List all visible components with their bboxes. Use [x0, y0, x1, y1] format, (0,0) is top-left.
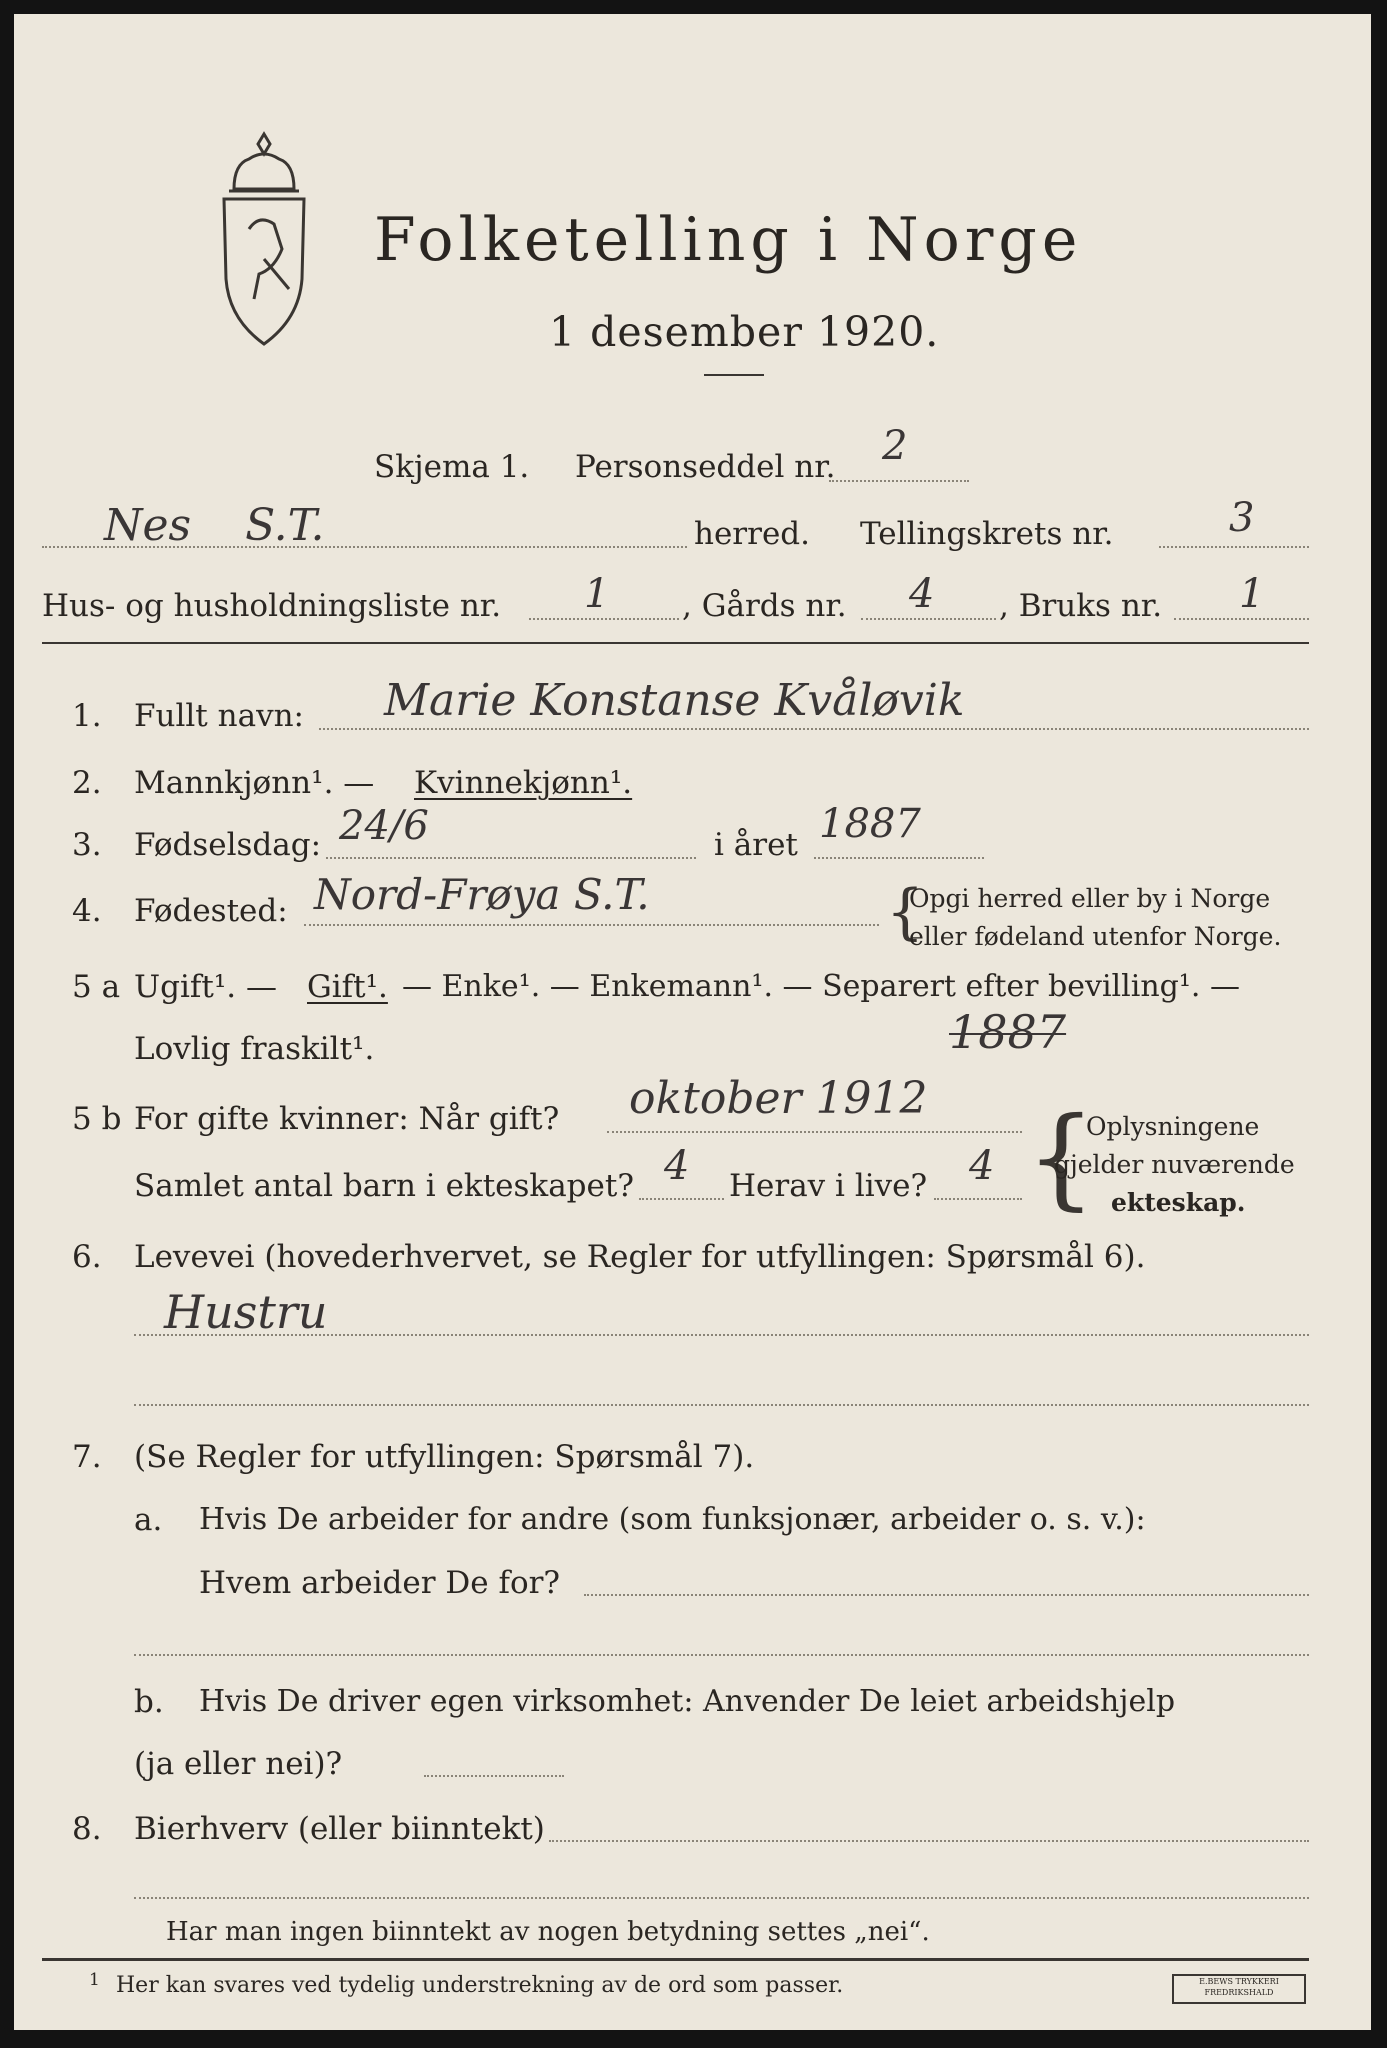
q4-value[interactable]: Nord-Frøya S.T.	[314, 870, 650, 919]
personseddel-value[interactable]: 2	[882, 423, 908, 469]
gards-value[interactable]: 4	[909, 571, 935, 617]
q7b-text: Hvis De driver egen virksomhet: Anvender De leiet arbeidshjelp	[199, 1684, 1176, 1719]
q5b-children-field-line	[639, 1198, 724, 1200]
bruks-field-line	[1174, 618, 1309, 620]
printer-stamp-line2: FREDRIKSHALD	[1204, 1988, 1274, 1997]
q7a-field-line-2	[134, 1654, 1309, 1656]
hus-value[interactable]: 1	[584, 571, 610, 617]
q4-number: 4.	[72, 893, 102, 929]
q5a-fraskilt-option[interactable]: Lovlig fraskilt¹.	[134, 1031, 375, 1067]
q3-year-label: i året	[714, 827, 798, 863]
hus-field-line	[529, 618, 679, 620]
q6-value[interactable]: Hustru	[164, 1285, 328, 1339]
printer-stamp	[1172, 1974, 1306, 2004]
gards-label: , Gårds nr.	[682, 588, 847, 624]
schema-label: Skjema 1.	[374, 449, 530, 485]
q7a-field-line-1	[584, 1594, 1309, 1596]
q5b-label: For gifte kvinner: Når gift?	[134, 1101, 560, 1137]
coat-of-arms-icon	[204, 129, 324, 349]
q7-label: (Se Regler for utfyllingen: Spørsmål 7).	[134, 1439, 755, 1475]
q5b-children-label: Samlet antal barn i ekteskapet?	[134, 1168, 634, 1204]
krets-value[interactable]: 3	[1229, 495, 1255, 541]
header-divider	[42, 642, 1309, 644]
gards-field-line	[861, 618, 996, 620]
q8-field-line-1	[549, 1840, 1309, 1842]
q1-number: 1.	[72, 698, 102, 734]
q8-field-line-2	[134, 1897, 1309, 1899]
q5b-note-line3: ekteskap.	[1111, 1188, 1246, 1217]
q5b-alive-value[interactable]: 4	[969, 1143, 995, 1189]
q7a-question: Hvem arbeider De for?	[199, 1565, 561, 1601]
bruks-label: , Bruks nr.	[999, 588, 1163, 624]
q4-note-brace: {	[886, 877, 925, 947]
q5a-other-options[interactable]: — Enke¹. — Enkemann¹. — Separert efter bevilling¹. —	[402, 969, 1240, 1004]
q4-note-line2: eller fødeland utenfor Norge.	[909, 922, 1282, 951]
krets-label: Tellingskrets nr.	[860, 516, 1114, 552]
q8-number: 8.	[72, 1811, 102, 1847]
q2-number: 2.	[72, 765, 102, 801]
q7a-letter: a.	[134, 1502, 163, 1538]
footer-divider	[42, 1958, 1309, 1961]
q5b-number: 5 b	[72, 1101, 122, 1137]
herred-label: herred.	[694, 516, 810, 552]
q3-number: 3.	[72, 827, 102, 863]
q5b-note-line2: gjelder nuværende	[1054, 1150, 1295, 1179]
footnote-text: Her kan svares ved tydelig understrekning av de ord som passer.	[116, 1973, 844, 1998]
q3-label: Fødselsdag:	[134, 827, 322, 863]
q6-number: 6.	[72, 1239, 102, 1275]
q5a-handwritten-note: 1887	[949, 1005, 1067, 1059]
q4-label: Fødested:	[134, 893, 288, 929]
q5b-note-line1: Oplysningene	[1086, 1112, 1260, 1141]
q5b-alive-label: Herav i live?	[729, 1168, 928, 1204]
herred-value[interactable]: Nes S.T.	[104, 500, 325, 551]
krets-field-line	[1159, 546, 1309, 548]
form-title: Folketelling i Norge	[374, 205, 1083, 275]
q5b-field-line	[607, 1131, 1022, 1133]
q7a-text: Hvis De arbeider for andre (som funksjonær, arbeider o. s. v.):	[199, 1502, 1146, 1537]
personseddel-label: Personseddel nr.	[575, 449, 836, 485]
q1-value[interactable]: Marie Konstanse Kvåløvik	[384, 675, 965, 726]
q1-label: Fullt navn:	[134, 698, 304, 734]
q3-year-value[interactable]: 1887	[819, 801, 921, 847]
footer-note: Har man ingen biinntekt av nogen betydning settes „nei“.	[166, 1917, 930, 1947]
q6-label: Levevei (hovederhvervet, se Regler for utfyllingen: Spørsmål 6).	[134, 1239, 1146, 1275]
q1-field-line	[319, 728, 1309, 730]
q8-label: Bierhverv (eller biinntekt)	[134, 1811, 545, 1847]
hus-label: Hus- og husholdningsliste nr.	[42, 588, 502, 624]
census-form-paper	[14, 14, 1371, 2030]
q2-male-option[interactable]: Mannkjønn¹. —	[134, 765, 375, 801]
footnote-mark: 1	[89, 1970, 100, 1990]
personseddel-field-line	[829, 480, 969, 482]
printer-stamp-line1: E.BEWS TRYKKERI	[1199, 1977, 1279, 1986]
q6-field-line-1	[134, 1334, 1309, 1336]
title-divider	[704, 374, 764, 376]
q5a-ugift-option[interactable]: Ugift¹. —	[134, 969, 277, 1005]
q3-field-line	[326, 857, 696, 859]
form-date: 1 desember 1920.	[549, 308, 940, 356]
q7-number: 7.	[72, 1439, 102, 1475]
q5b-note-brace: {	[1026, 1093, 1096, 1221]
q7b-field-line	[424, 1775, 564, 1777]
q5a-number: 5 a	[72, 969, 121, 1005]
q5b-children-value[interactable]: 4	[664, 1143, 690, 1189]
q4-note-line1: Opgi herred eller by i Norge	[909, 884, 1271, 913]
q7b-question: (ja eller nei)?	[134, 1746, 343, 1782]
bruks-value[interactable]: 1	[1239, 571, 1265, 617]
q5b-alive-field-line	[934, 1198, 1022, 1200]
q3-year-field-line	[814, 857, 984, 859]
q4-field-line	[304, 924, 879, 926]
q5b-value[interactable]: oktober 1912	[629, 1073, 928, 1124]
q5a-gift-option[interactable]: Gift¹.	[307, 969, 388, 1005]
q3-value[interactable]: 24/6	[339, 803, 429, 849]
q2-female-option[interactable]: Kvinnekjønn¹.	[414, 765, 633, 801]
q7b-letter: b.	[134, 1684, 164, 1720]
q6-field-line-2	[134, 1404, 1309, 1406]
